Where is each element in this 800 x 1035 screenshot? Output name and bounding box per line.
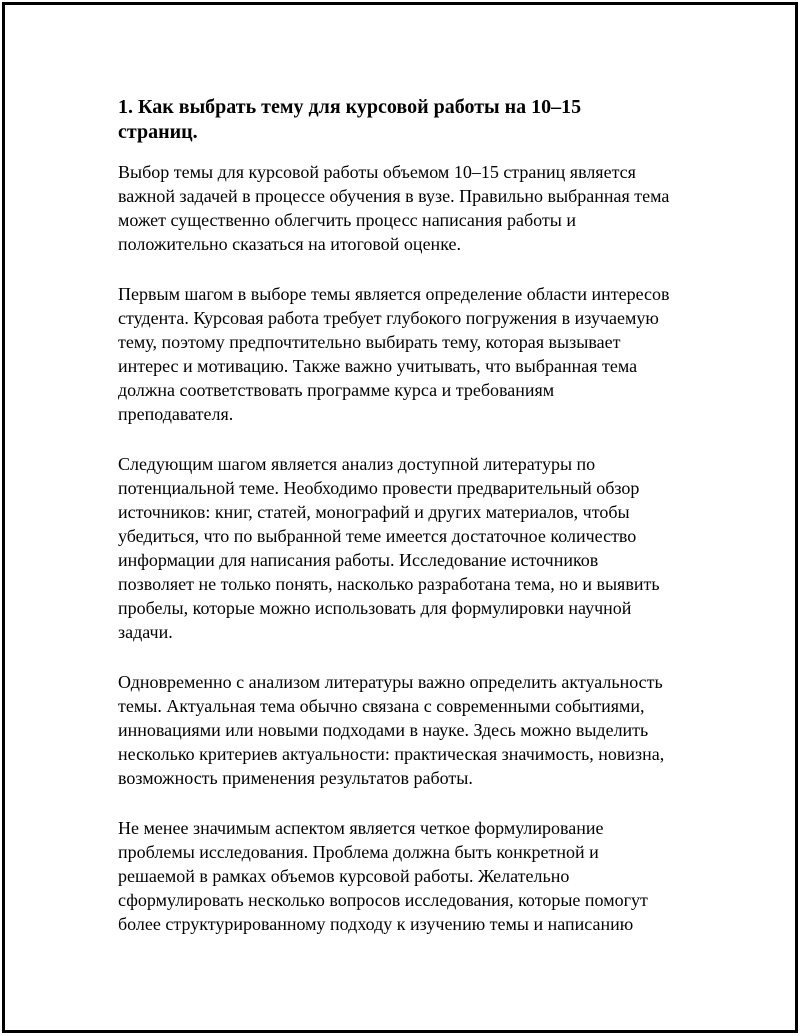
paragraph-problem-statement: Не менее значимым аспектом является четкое формулирование проблемы исследования. Проблема должна быть конкретной и решаемой в рамках объемов курсовой работы. Желательно сформулировать несколько вопросов исследования, которые помогут более структурированному подходу к изучению темы и написанию (118, 818, 648, 934)
paragraph-interests: Первым шагом в выборе темы является определение области интересов студента. Курсовая работа требует глубокого погружения в изучаемую тему, поэтому предпочтительно выбирать тему, которая вызывает интерес и мотивацию. Также важно учитывать, что выбранная тема должна соответствовать программе курса и требованиям преподавателя. (118, 284, 670, 424)
paragraph-relevance: Одновременно с анализом литературы важно определить актуальность темы. Актуальная тема обычно связана с современными событиями, инновациями или новыми подходами в науке. Здесь можно выделить несколько критериев актуальности: практическая значимость, новизна, возможность применения результатов работы. (118, 672, 665, 788)
paragraph-topic-choice-intro: Выбор темы для курсовой работы объемом 10–15 страниц является важной задачей в процессе обучения в вузе. Правильно выбранная тема может существенно облегчить процесс написания работы и положительно сказаться на итоговой оценке. (118, 162, 670, 254)
paragraph-literature-analysis: Следующим шагом является анализ доступной литературы по потенциальной теме. Необходимо провести предварительный обзор источников: книг, статей, монографий и других материалов, чтобы убедиться, что по выбранной теме имеется достаточное количество информации для написания работы. Исследование источников позволяет не только понять, насколько разработана тема, но и выявить пробелы, которые можно использовать для формулировки научной задачи. (118, 454, 660, 642)
document-body (118, 95, 738, 936)
section-heading: 1. Как выбрать тему для курсовой работы на 10–15 страниц. (118, 96, 582, 143)
